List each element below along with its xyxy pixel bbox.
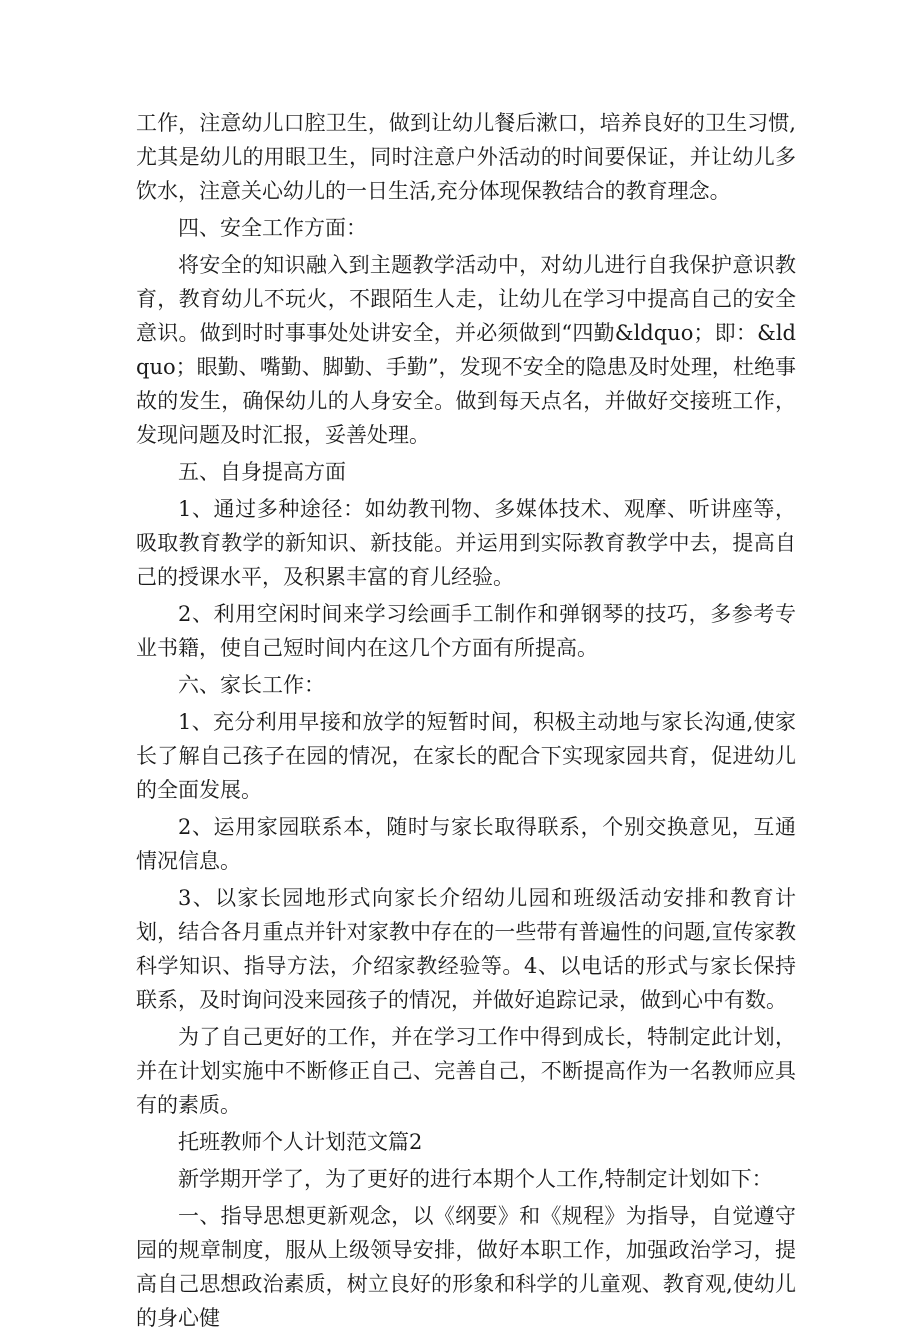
document-body [136, 106, 796, 1338]
paragraph-guiding-ideology: 一、指导思想更新观念，以《纲要》和《规程》为指导，自觉遵守园的规章制度，服从上级领导安排，做好本职工作，加强政治学习，提高自己思想政治素质，树立良好的形象和科学的儿童观、教育观,使幼儿的身心健 [136, 1204, 796, 1330]
paragraph-plan-2-intro: 新学期开学了，为了更好的进行本期个人工作,特制定计划如下： [178, 1167, 773, 1191]
heading-safety: 四、安全工作方面： [178, 216, 367, 240]
paragraph-safety: 将安全的知识融入到主题教学活动中，对幼儿进行自我保护意识教育，教育幼儿不玩火，不跟陌生人走，让幼儿在学习中提高自己的安全意识。做到时时事事处处讲安全，并必须做到“四勤&ldquo；即：&ldquo；眼勤、嘴勤、脚勤、手勤”，发现不安全的隐患及时处理，杜绝事故的发生，确保幼儿的人身安全。做到每天点名，并做好交接班工作，发现问题及时汇报，妥善处理。 [136, 253, 796, 447]
heading-self-improvement: 五、自身提高方面 [178, 460, 346, 484]
heading-parent-work: 六、家长工作： [178, 673, 325, 697]
paragraph-self-improvement-2: 2、利用空闲时间来学习绘画手工制作和弹钢琴的技巧，多参考专业书籍，使自己短时间内在这几个方面有所提高。 [136, 602, 796, 660]
paragraph-hygiene-continuation: 工作，注意幼儿口腔卫生，做到让幼儿餐后漱口，培养良好的卫生习惯,尤其是幼儿的用眼卫生，同时注意户外活动的时间要保证，并让幼儿多饮水，注意关心幼儿的一日生活,充分体现保教结合的教育理念。 [136, 111, 796, 203]
paragraph-parent-work-1: 1、充分利用早接和放学的短暂时间，积极主动地与家长沟通,使家长了解自己孩子在园的情况，在家长的配合下实现家园共育，促进幼儿的全面发展。 [136, 710, 796, 802]
paragraph-parent-work-3: 3、以家长园地形式向家长介绍幼儿园和班级活动安排和教育计划，结合各月重点并针对家教中存在的一些带有普遍性的问题,宣传家教科学知识、指导方法，介绍家教经验等。4、以电话的形式与家长保持联系，及时询问没来园孩子的情况，并做好追踪记录，做到心中有数。 [136, 886, 796, 1012]
paragraph-conclusion: 为了自己更好的工作，并在学习工作中得到成长，特制定此计划，并在计划实施中不断修正自己、完善自己，不断提高作为一名教师应具有的素质。 [136, 1025, 796, 1117]
paragraph-self-improvement-1: 1、通过多种途径：如幼教刊物、多媒体技术、观摩、听讲座等，吸取教育教学的新知识、新技能。并运用到实际教育教学中去，提高自己的授课水平，及积累丰富的育儿经验。 [136, 497, 796, 589]
paragraph-parent-work-2: 2、运用家园联系本，随时与家长取得联系，个别交换意见，互通情况信息。 [136, 815, 796, 873]
section-title-plan-2: 托班教师个人计划范文篇2 [178, 1130, 423, 1154]
